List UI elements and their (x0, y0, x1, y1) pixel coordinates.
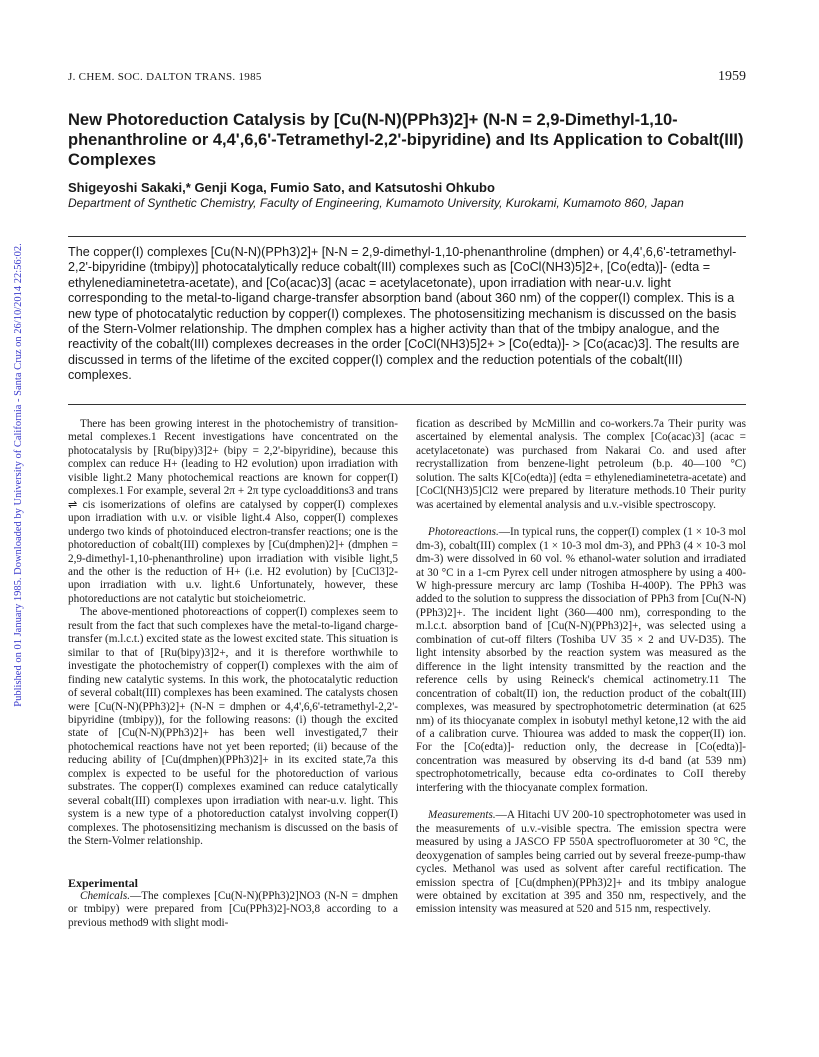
running-header (68, 71, 746, 85)
author-list: Shigeyoshi Sakaki,* Genji Koga, Fumio Sato, and Katsutoshi Ohkubo (68, 180, 495, 195)
abstract: The copper(I) complexes [Cu(N-N)(PPh3)2]+ [N-N = 2,9-dimethyl-1,10-phenanthroline (dmphen) or 4,4',6,6'-tetramethyl-2,2'-bipyridine (tmbipy)] photocatalytically reduce cobalt(III) complexes such as [CoCl(NH3)5]2+, [Co(edta)]- (edta = ethylenediaminetetra-acetate), and [Co(acac)3] (acac = acetylacetonate), upon irradiation with near-u.v. light corresponding to the metal-to-ligand charge-transfer absorption band (about 360 nm) of the copper(I) complex. This is a new type of photocatalytic reduction by copper(I) complexes. The photosensitizing mechanism is discussed on the basis of the Stern-Volmer relationship. The dmphen complex has a higher activity than that of the tmbipy analogue, and the reactivity of the cobalt(III) complexes decreases in the order [CoCl(NH3)5]2+ > [Co(edta)]- > [Co(acac)3]. The results are discussed in terms of the lifetime of the excited copper(I) complex and the reduction potentials of the cobalt(III) complexes. (68, 245, 740, 383)
left-column (68, 418, 398, 930)
affiliation: Department of Synthetic Chemistry, Faculty of Engineering, Kumamoto University, Kurokami, Kumamoto 860, Japan (68, 196, 684, 210)
right-column (416, 418, 746, 917)
article-title: New Photoreduction Catalysis by [Cu(N-N)(PPh3)2]+ (N-N = 2,9-Dimethyl-1,10-phenanthroline or 4,4',6,6'-Tetramethyl-2,2'-bipyridine) and Its Application to Cobalt(III) Complexes (68, 111, 744, 169)
photoreactions-subheading: Photoreactions. (428, 526, 499, 539)
chemicals-continued: fication as described by McMillin and co-workers.7a Their purity was ascertained by elemental analysis. The complex [Co(acac)3] (acac = acetylacetonate) was purchased from Nakarai Co. and used after recrystallization from benzene-light petroleum (b.p. 40—100 °C) solution. The salts K[Co(edta)] (edta = ethylenediaminetetra-acetate) and [CoCl(NH3)5]Cl2 were prepared by literature methods.10 Their purity was acertained by elemental analysis and u.v.-visible spectroscopy. (416, 418, 746, 511)
measurements-subheading: Measurements. (428, 809, 496, 822)
journal-name: J. CHEM. SOC. DALTON TRANS. 1985 (68, 71, 262, 83)
intro-paragraph-1: There has been growing interest in the photochemistry of transition-metal complexes.1 Recent investigations have concentrated on the photocatalysis by [Ru(bipy)3]2+ (bipy = 2,2'-bipyridine), because this complex can reduce H+ (leading to H2 evolution) upon irradiation with visible light.2 Many photochemical reactions are known for copper(I) complexes.1 For example, several 2π + 2π type cycloadditions3 and trans ⇌ cis isomerizations of olefins are catalysed by copper(I) complexes upon irradiation with u.v. or visible light.4 Also, copper(I) complexes undergo two kinds of photoinduced electron-transfer reactions; one is the photoreduction of cobalt(III) complexes by [Cu(dmphen)2]+ (dmphen = 2,9-dimethyl-1,10-phenanthroline) upon irradiation with visible light,5 and the other is the reduction of H+ (i.e. H2 evolution) by [CuCl3]2- upon irradiation with u.v. light.6 Unfortunately, however, these photoreductions are not catalytic but stoicheiometric. (68, 418, 398, 605)
experimental-heading: Experimental (68, 875, 138, 890)
download-notice: Published on 01 January 1985. Downloaded by University of California - Santa Cruz on 26/10/2014 22:56:02. (13, 243, 24, 707)
measurements-text: —A Hitachi UV 200-10 spectrophotometer was used in the measurements of u.v.-visible spectra. The emission spectra were measured by using a JASCO FP 550A spectrofluorometer at 30 °C, the deoxygenation of samples being carried out by several freeze-pump-thaw cycles. Methanol was used as solvent after careful rectification. The emission spectra of [Cu(dmphen)(PPh3)2]+ and its tmbipy analogue were obtained by excitation at 395 and 350 nm, respectively, and the emission intensity was measured at 520 and 515 nm, respectively. (416, 809, 746, 916)
intro-paragraph-2: The above-mentioned photoreactions of copper(I) complexes seem to result from the fact that such complexes have the metal-to-ligand charge-transfer (m.l.c.t.) excited state as the lowest excited state. This situation is similar to that of [Ru(bipy)3]2+, and it is therefore worthwhile to investigate the photochemistry of copper(I) complexes with the aim of finding new catalytic systems. In this work, the photocatalytic reduction of several cobalt(III) complexes has been examined. The catalysts chosen were [Cu(N-N)(PPh3)2]+ (N-N = dmphen or 4,4',6,6'-tetramethyl-2,2'-bipyridine (tmbipy)), for the following reasons: (i) though the excited state of [Cu(N-N)(PPh3)2]+ has been well investigated,7 their photochemical reactions have not yet been reported; (ii) because of the reducing ability of [Cu(dmphen)(PPh3)2]+ in its excited state,7a this complex is expected to be useful for the photoreduction of various substrates. The copper(I) complexes examined can reduce catalytically several cobalt(III) complexes upon irradiation with near-u.v. light. This system is a new type of a photoreduction catalyst involving copper(I) complexes. The photosensitizing mechanism is discussed on the basis of the Stern-Volmer relationship. (68, 606, 398, 848)
photoreactions-text: —In typical runs, the copper(I) complex (1 × 10-3 mol dm-3), cobalt(III) complex (1 × 10-3 mol dm-3), and PPh3 (4 × 10-3 mol dm-3) were dissolved in 60 vol. % ethanol-water solution and irradiated at 30 °C in a 1-cm Pyrex cell under nitrogen atmosphere by using a 400-W high-pressure mercury arc lamp (Toshiba H-400P). The PPh3 was added to the solution to suppress the dissociation of PPh3 from [Cu(N-N)(PPh3)2]+. The incident light (360—400 nm), corresponding to the m.l.c.t. absorption band of [Cu(N-N)(PPh3)2]+, was selected using a combination of cut-off filters (Toshiba UV 35 × 2 and UV-D35). The light intensity absorbed by the reaction system was measured as the difference in the light intensity transmitted by the reaction and the reference cells by using Reineck's chemical actinometry.11 The concentration of cobalt(II) ion, the reduction product of the cobalt(III) complexes, was measured by spectrophotometric determination (at 625 nm) of its thiocyanate complex in isobutyl methyl ketone,12 with the aid of a calibration curve. Thiourea was added to mask the copper(II) ion. For the [Co(edta)]- reduction only, the decrease in [Co(edta)]- concentration was measured by observing its d-d band (at 539 nm) spectrophotometrically, because edta co-ordinates to CoII thereby interfering with the thiocyanate complex formation. (416, 526, 746, 794)
page-number: 1959 (718, 69, 746, 84)
chemicals-text: —The complexes [Cu(N-N)(PPh3)2]NO3 (N-N = dmphen or tmbipy) were prepared from [Cu(PPh3)2]-NO3,8 according to a previous method9 with slight modi- (68, 889, 398, 929)
chemicals-subheading: Chemicals. (80, 889, 131, 902)
abstract-top-rule (68, 236, 746, 237)
abstract-bottom-rule (68, 404, 746, 405)
